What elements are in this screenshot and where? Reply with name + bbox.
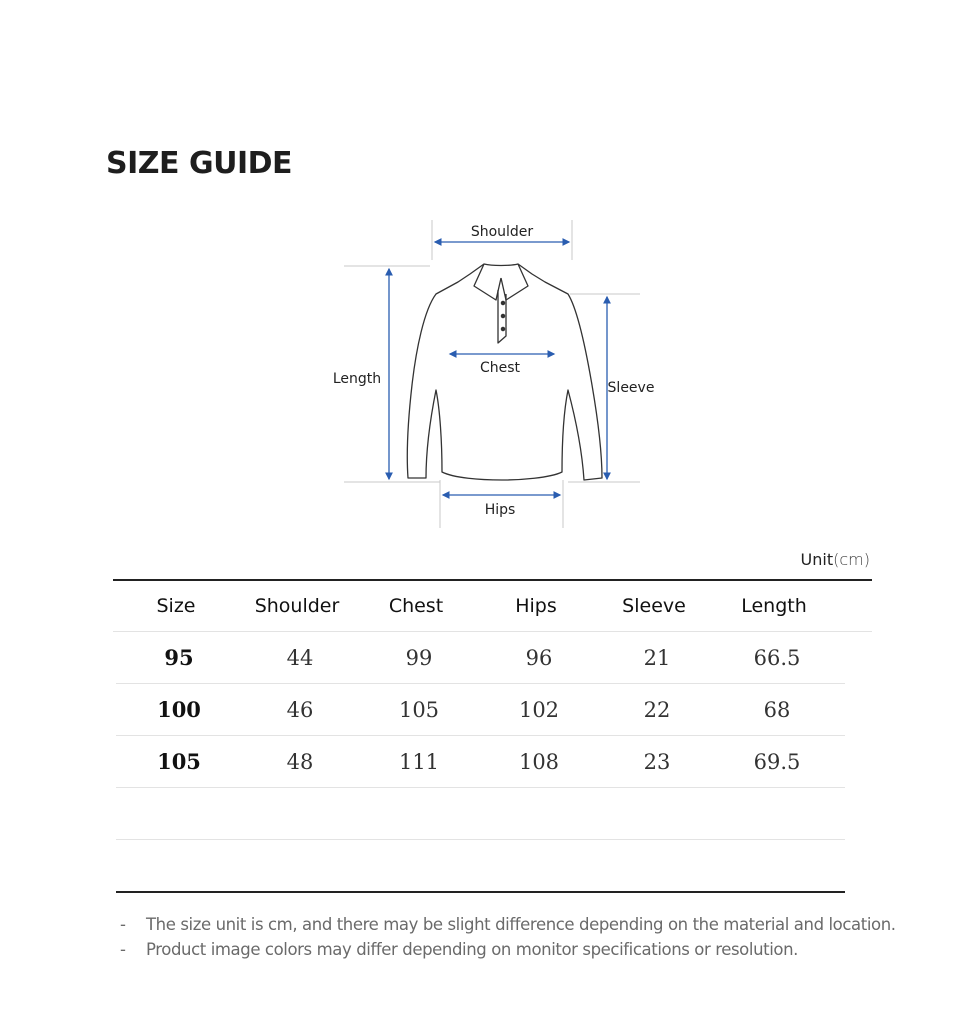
header-size: Size xyxy=(156,595,196,617)
cell-chest: 99 xyxy=(405,645,433,670)
sleeve-label: Sleeve xyxy=(607,380,655,396)
shoulder-label: Shoulder xyxy=(470,224,534,240)
unit-indicator xyxy=(801,550,870,569)
header-hips: Hips xyxy=(515,595,557,617)
unit-label: Unit xyxy=(800,550,834,569)
cell-shoulder: 48 xyxy=(286,749,314,774)
header-length: Length xyxy=(741,595,807,617)
note-dash: - xyxy=(120,940,126,959)
measurement-diagram xyxy=(320,210,660,540)
size-table xyxy=(113,579,872,893)
table-row-empty xyxy=(116,788,845,840)
header-shoulder: Shoulder xyxy=(254,595,340,617)
chest-label: Chest xyxy=(479,360,521,376)
cell-hips: 96 xyxy=(525,645,553,670)
cell-chest: 111 xyxy=(398,749,440,774)
header-sleeve: Sleeve xyxy=(622,595,686,617)
table-row xyxy=(116,736,845,788)
cell-chest: 105 xyxy=(398,697,440,722)
table-header xyxy=(113,579,872,632)
cell-length: 69.5 xyxy=(753,749,801,774)
note-dash: - xyxy=(120,915,126,934)
table-row-empty xyxy=(116,840,845,893)
cell-shoulder: 44 xyxy=(286,645,314,670)
cell-sleeve: 21 xyxy=(643,645,671,670)
note-text: The size unit is cm, and there may be slight difference depending on the material and location. xyxy=(146,915,896,934)
cell-shoulder: 46 xyxy=(286,697,314,722)
polo-shirt-icon xyxy=(320,210,660,540)
cell-sleeve: 22 xyxy=(643,697,671,722)
header-chest: Chest xyxy=(388,595,444,617)
note-item xyxy=(120,912,896,937)
cell-hips: 102 xyxy=(518,697,560,722)
cell-sleeve: 23 xyxy=(643,749,671,774)
cell-size: 100 xyxy=(157,697,201,722)
table-row xyxy=(116,684,845,736)
cell-size: 105 xyxy=(157,749,201,774)
size-notes xyxy=(120,912,896,962)
table-row xyxy=(116,632,845,684)
page-title: SIZE GUIDE xyxy=(106,146,293,181)
length-label: Length xyxy=(332,371,382,387)
unit-value: (cm) xyxy=(833,550,870,569)
hips-label: Hips xyxy=(484,502,516,518)
cell-hips: 108 xyxy=(518,749,560,774)
cell-size: 95 xyxy=(164,645,194,670)
note-item xyxy=(120,937,896,962)
cell-length: 66.5 xyxy=(753,645,801,670)
cell-length: 68 xyxy=(763,697,791,722)
note-text: Product image colors may differ depending on monitor specifications or resolution. xyxy=(146,940,798,959)
